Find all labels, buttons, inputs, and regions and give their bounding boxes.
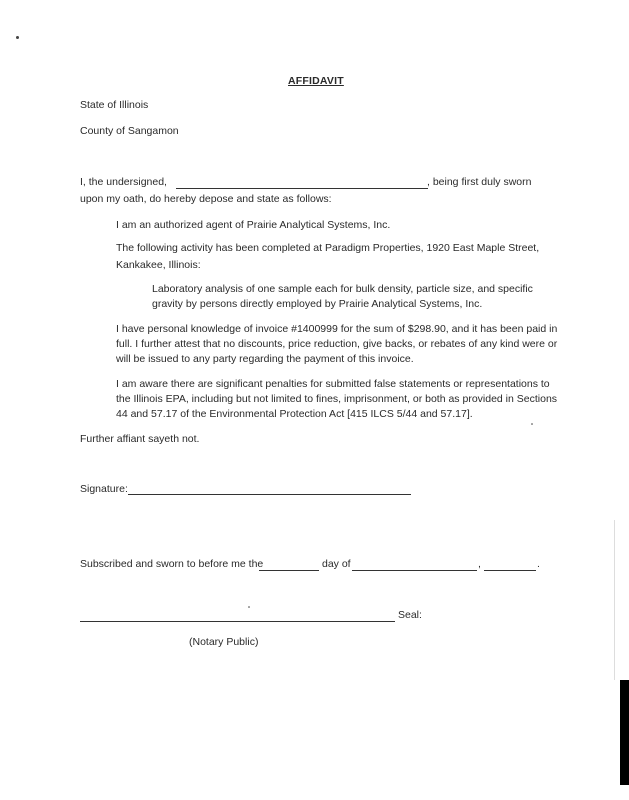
date-period: . — [537, 558, 540, 570]
signature-blank[interactable] — [128, 494, 411, 495]
date-comma: , — [478, 558, 481, 570]
state-line: State of Illinois — [80, 99, 149, 111]
seal-label: Seal: — [398, 609, 422, 621]
scan-edge-bar — [620, 680, 629, 785]
intro-prefix: I, the undersigned, — [80, 176, 167, 188]
intro-line2: upon my oath, do hereby depose and state as follows: — [80, 193, 332, 205]
penalties-line2: the Illinois EPA, including but not limited to fines, imprisonment, or both as provided in Sections — [116, 393, 558, 405]
scan-speck — [531, 423, 533, 425]
signature-label: Signature: — [80, 483, 128, 495]
invoice-line3: will be issued to any party regarding the payment of this invoice. — [116, 353, 414, 365]
month-blank[interactable] — [352, 570, 477, 571]
day-blank[interactable] — [259, 570, 319, 571]
day-of-text: day of — [322, 558, 351, 570]
scan-speck — [16, 36, 19, 39]
activity-line2: Kankakee, Illinois: — [116, 259, 201, 271]
invoice-line2: full. I further attest that no discounts, price reduction, give backs, or rebates of any kind were or — [116, 338, 558, 350]
undersigned-name-blank[interactable] — [176, 188, 428, 189]
further-statement: Further affiant sayeth not. — [80, 433, 200, 445]
subscribed-text: Subscribed and sworn to before me the — [80, 558, 264, 570]
document-title: AFFIDAVIT — [288, 75, 344, 87]
penalties-line3: 44 and 57.17 of the Environmental Protection Act [415 ILCS 5/44 and 57.17]. — [116, 408, 473, 420]
scan-edge-line — [614, 520, 615, 680]
scan-speck — [248, 606, 250, 608]
lab-line1: Laboratory analysis of one sample each for bulk density, particle size, and specific — [152, 283, 533, 295]
notary-public-label: (Notary Public) — [189, 636, 259, 648]
intro-suffix: , being first duly sworn — [427, 176, 532, 188]
penalties-line1: I am aware there are significant penalties for submitted false statements or representations to — [116, 378, 550, 390]
invoice-line1: I have personal knowledge of invoice #1400999 for the sum of $298.90, and it has been paid in — [116, 323, 558, 335]
notary-signature-blank[interactable] — [80, 621, 395, 622]
year-blank[interactable] — [484, 570, 536, 571]
lab-line2: gravity by persons directly employed by Prairie Analytical Systems, Inc. — [152, 298, 483, 310]
agent-statement: I am an authorized agent of Prairie Analytical Systems, Inc. — [116, 219, 391, 231]
activity-line1: The following activity has been completed at Paradigm Properties, 1920 East Maple Street, — [116, 242, 540, 254]
county-line: County of Sangamon — [80, 125, 179, 137]
